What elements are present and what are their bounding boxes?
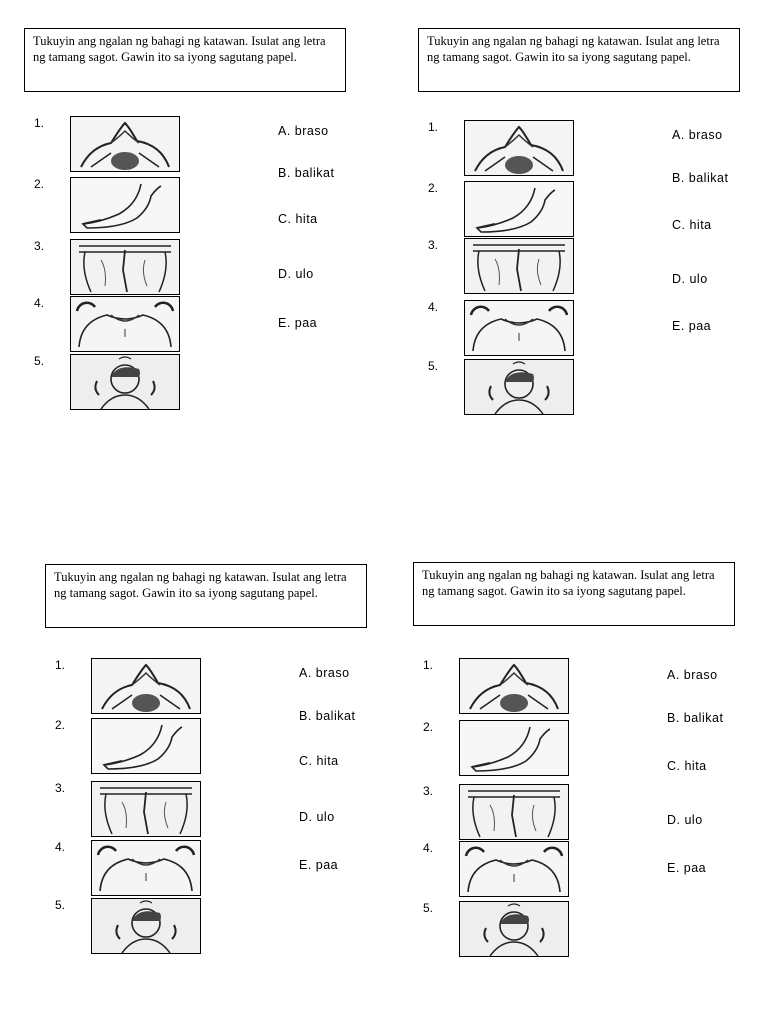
worksheet-1 xyxy=(24,28,374,468)
answer-choice: E. paa xyxy=(672,319,712,333)
answer-choice: A. braso xyxy=(672,128,723,142)
foot-icon xyxy=(91,718,201,774)
answer-choice: B. balikat xyxy=(278,166,335,180)
item-number: 4. xyxy=(34,296,45,310)
shoulders-icon xyxy=(91,840,201,896)
shoulders-icon xyxy=(464,300,574,356)
answer-choice: B. balikat xyxy=(667,711,724,725)
foot-icon xyxy=(459,720,569,776)
item-number: 1. xyxy=(34,116,45,130)
instruction-box: Tukuyin ang ngalan ng bahagi ng katawan. Isulat ang letra ng tamang sagot. Gawin ito sa iyong sagutang papel. xyxy=(413,562,735,626)
hands-on-head-icon xyxy=(70,116,180,172)
answer-choice: A. braso xyxy=(299,666,350,680)
thighs-icon xyxy=(459,784,569,840)
answer-choice: B. balikat xyxy=(672,171,729,185)
head-turning-icon xyxy=(464,359,574,415)
item-number: 2. xyxy=(55,718,66,732)
instruction-box: Tukuyin ang ngalan ng bahagi ng katawan. Isulat ang letra ng tamang sagot. Gawin ito sa iyong sagutang papel. xyxy=(45,564,367,628)
shoulders-icon xyxy=(70,296,180,352)
item-number: 1. xyxy=(55,658,66,672)
item-number: 2. xyxy=(34,177,45,191)
item-number: 4. xyxy=(423,841,434,855)
answer-choice: A. braso xyxy=(667,668,718,682)
worksheet-4 xyxy=(413,562,763,1002)
hands-on-head-icon xyxy=(459,658,569,714)
item-number: 1. xyxy=(428,120,439,134)
item-number: 5. xyxy=(428,359,439,373)
foot-icon xyxy=(464,181,574,237)
answer-choice: D. ulo xyxy=(278,267,314,281)
answer-choice: E. paa xyxy=(299,858,339,872)
item-number: 3. xyxy=(428,238,439,252)
thighs-icon xyxy=(91,781,201,837)
item-number: 3. xyxy=(34,239,45,253)
shoulders-icon xyxy=(459,841,569,897)
foot-icon xyxy=(70,177,180,233)
item-number: 1. xyxy=(423,658,434,672)
answer-choice: E. paa xyxy=(667,861,707,875)
item-number: 2. xyxy=(428,181,439,195)
answer-choice: D. ulo xyxy=(672,272,708,286)
item-number: 3. xyxy=(55,781,66,795)
thighs-icon xyxy=(464,238,574,294)
answer-choice: B. balikat xyxy=(299,709,356,723)
hands-on-head-icon xyxy=(91,658,201,714)
answer-choice: D. ulo xyxy=(667,813,703,827)
item-number: 3. xyxy=(423,784,434,798)
thighs-icon xyxy=(70,239,180,295)
item-number: 5. xyxy=(423,901,434,915)
item-number: 4. xyxy=(428,300,439,314)
answer-choice: A. braso xyxy=(278,124,329,138)
head-turning-icon xyxy=(91,898,201,954)
worksheet-3 xyxy=(45,564,395,1004)
instruction-box: Tukuyin ang ngalan ng bahagi ng katawan. Isulat ang letra ng tamang sagot. Gawin ito sa iyong sagutang papel. xyxy=(418,28,740,92)
item-number: 5. xyxy=(34,354,45,368)
answer-choice: E. paa xyxy=(278,316,318,330)
item-number: 4. xyxy=(55,840,66,854)
answer-choice: C. hita xyxy=(278,212,318,226)
item-number: 5. xyxy=(55,898,66,912)
answer-choice: D. ulo xyxy=(299,810,335,824)
hands-on-head-icon xyxy=(464,120,574,176)
head-turning-icon xyxy=(70,354,180,410)
instruction-box: Tukuyin ang ngalan ng bahagi ng katawan. Isulat ang letra ng tamang sagot. Gawin ito sa iyong sagutang papel. xyxy=(24,28,346,92)
item-number: 2. xyxy=(423,720,434,734)
answer-choice: C. hita xyxy=(672,218,712,232)
head-turning-icon xyxy=(459,901,569,957)
answer-choice: C. hita xyxy=(667,759,707,773)
answer-choice: C. hita xyxy=(299,754,339,768)
worksheet-2 xyxy=(418,28,768,468)
